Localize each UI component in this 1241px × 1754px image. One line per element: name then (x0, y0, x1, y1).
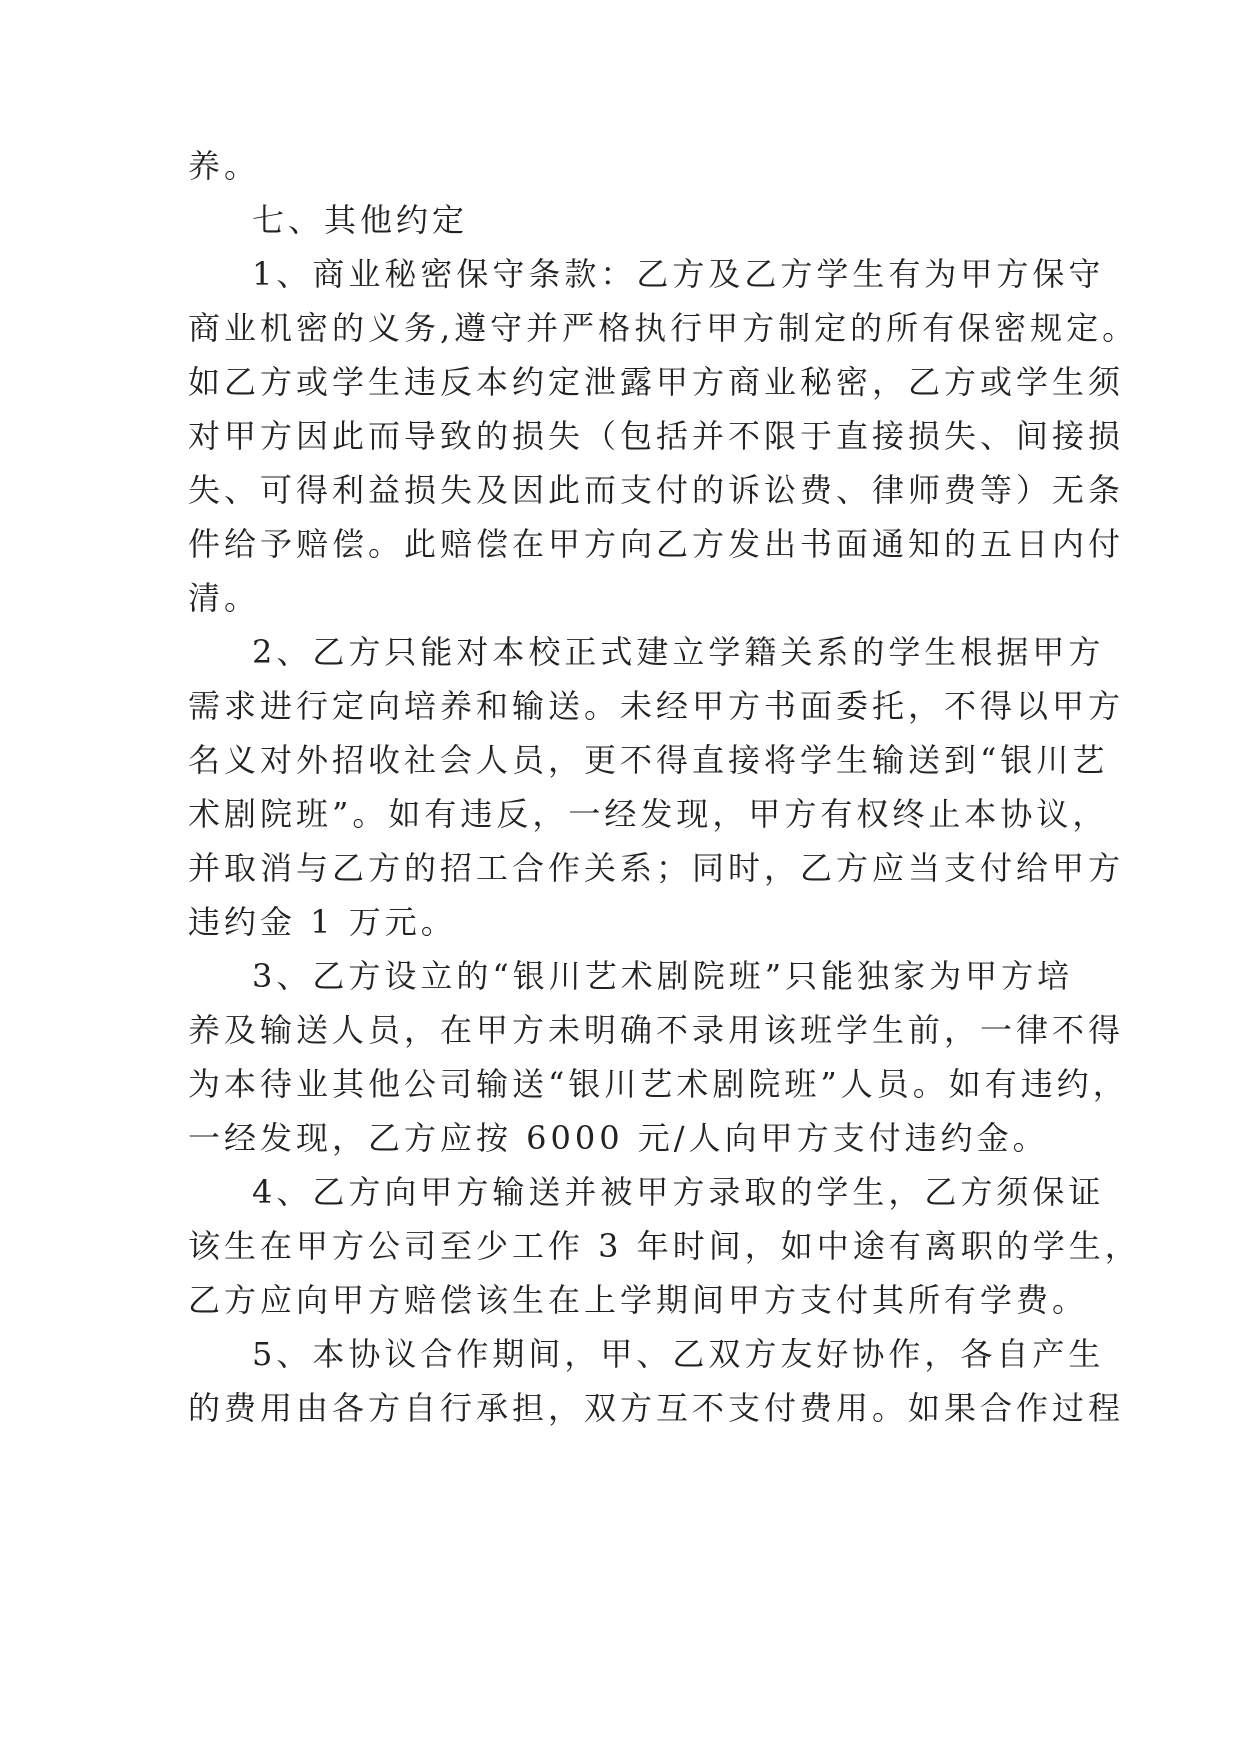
clause-5-line-1: 5、本协议合作期间，甲、乙双方友好协作，各自产生 (252, 1335, 1105, 1373)
clause-4-line-3: 乙方应向甲方赔偿该生在上学期间甲方支付其所有学费。 (188, 1281, 1089, 1319)
clause-3-line-1: 3、乙方设立的“银川艺术剧院班”只能独家为甲方培 (252, 957, 1074, 995)
clause-1-line-4: 对甲方因此而导致的损失（包括并不限于直接损失、间接损 (188, 417, 1125, 455)
clause-2-line-6: 违约金 1 万元。 (188, 903, 457, 941)
clause-1-line-7: 清。 (188, 579, 261, 617)
clause-3-line-2: 养及输送人员，在甲方未明确不录用该班学生前，一律不得 (188, 1011, 1125, 1049)
clause-5-line-2: 的费用由各方自行承担，双方互不支付费用。如果合作过程 (188, 1389, 1125, 1427)
clause-2-line-5: 并取消与乙方的招工合作关系；同时，乙方应当支付给甲方 (188, 849, 1125, 887)
clause-4-line-2: 该生在甲方公司至少工作 3 年时间，如中途有离职的学生， (188, 1227, 1141, 1265)
clause-3-line-3: 为本待业其他公司输送“银川艺术剧院班”人员。如有违约， (188, 1065, 1129, 1103)
clause-1-line-3: 如乙方或学生违反本约定泄露甲方商业秘密，乙方或学生须 (188, 363, 1125, 401)
clause-1-line-1: 1、商业秘密保守条款：乙方及乙方学生有为甲方保守 (252, 255, 1105, 293)
clause-1-line-2: 商业机密的义务,遵守并严格执行甲方制定的所有保密规定。 (188, 309, 1139, 347)
clause-1-line-6: 件给予赔偿。此赔偿在甲方向乙方发出书面通知的五日内付 (188, 525, 1125, 563)
clause-1-line-5: 失、可得利益损失及因此而支付的诉讼费、律师费等）无条 (188, 471, 1125, 509)
clause-2-line-3: 名义对外招收社会人员，更不得直接将学生输送到“银川艺 (188, 741, 1109, 779)
clause-3-line-4: 一经发现，乙方应按 6000 元/人向甲方支付违约金。 (188, 1119, 1049, 1157)
section-heading: 七、其他约定 (252, 201, 469, 239)
text-line-1: 养。 (188, 147, 261, 185)
clause-4-line-1: 4、乙方向甲方输送并被甲方录取的学生，乙方须保证 (252, 1173, 1105, 1211)
clause-2-line-1: 2、乙方只能对本校正式建立学籍关系的学生根据甲方 (252, 633, 1105, 671)
clause-2-line-4: 术剧院班”。如有违反，一经发现，甲方有权终止本协议， (188, 795, 1109, 833)
clause-2-line-2: 需求进行定向培养和输送。未经甲方书面委托，不得以甲方 (188, 687, 1125, 725)
